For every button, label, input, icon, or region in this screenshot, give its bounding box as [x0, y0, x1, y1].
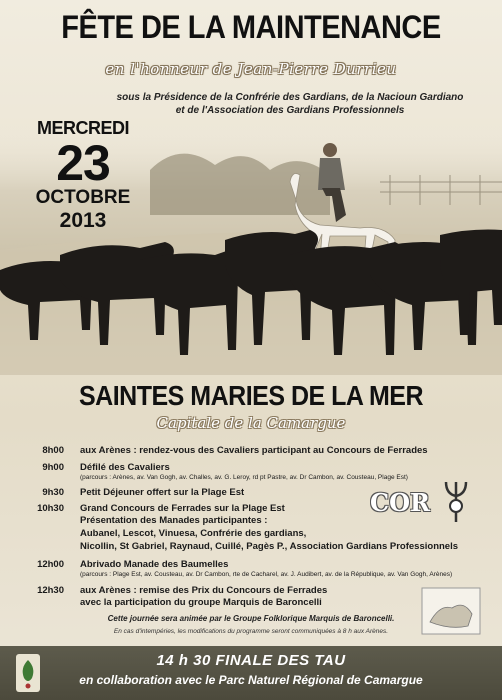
animation-note: Cette journée sera animée par le Groupe Folklorique Marquis de Baroncelli.	[107, 614, 395, 623]
program-text: Aubanel, Lescot, Vinuesa, Confrérie des gardians,	[80, 528, 307, 539]
tree-line	[150, 154, 330, 215]
date-day: MERCREDI	[36, 118, 129, 138]
cor-logo-text: COR	[370, 488, 430, 517]
program-time: 9h00	[42, 462, 64, 473]
program-text: Nicollin, St Gabriel, Raynaud, Cuillé, Pagès P., Association Gardians Professionnels	[80, 541, 459, 552]
program-text: Petit Déjeuner offert sur la Plage Est	[80, 487, 245, 498]
program-text: Présentation des Manades participantes :	[80, 515, 268, 526]
program-time: 12h30	[37, 585, 64, 596]
program-text: aux Arènes : remise des Prix du Concours de Ferrades	[80, 585, 328, 596]
camargue-map-icon	[420, 586, 482, 636]
date-number: 23	[56, 135, 110, 191]
program-text: avec la participation du groupe Marquis de Baroncelli	[80, 597, 322, 608]
program-text: Grand Concours de Ferrades sur la Plage Est	[80, 503, 285, 514]
presidence-text	[90, 91, 490, 117]
poster-subtitle: en l'honneur de Jean-Pierre Durrieu	[105, 60, 397, 78]
program-time: 10h30	[37, 503, 64, 514]
program-text: aux Arènes : rendez-vous des Cavaliers participant au Concours de Ferrades	[80, 445, 428, 456]
venue-name: SAINTES MARIES DE LA MER	[78, 380, 424, 412]
program-text: Défilé des Cavaliers	[80, 462, 170, 473]
program-route: (parcours : Plage Est, av. Cousteau, av. Dr Cambon, rte de Cacharel, av. J. Audibert, av. de la République, av. Van Gogh, Arènes)	[80, 571, 453, 578]
venue-tagline: Capitale de la Camargue	[156, 414, 346, 432]
finale-des-tau: 14 h 30 FINALE DES TAU	[156, 652, 346, 669]
date-month: OCTOBRE	[35, 187, 131, 208]
collaboration-text: en collaboration avec le Parc Naturel Régional de Camargue	[79, 673, 423, 687]
program-route: (parcours : Arènes, av. Van Gogh, av. Challes, av. G. Leroy, rd pt Pastre, av. Dr Cambon, av. Cousteau, Plage Est)	[80, 474, 408, 481]
date-year: 2013	[59, 209, 107, 232]
program-time: 9h30	[42, 487, 64, 498]
presidence-line-2: et de l'Association des Gardians Professionnels	[175, 105, 405, 116]
gardian-trident-icon	[436, 478, 476, 524]
presidence-line-1: sous la Présidence de la Confrérie des Gardians, de la Nacioun Gardiano	[116, 92, 464, 103]
program-time: 8h00	[42, 445, 64, 456]
weather-note: En cas d'intempéries, les modifications du programme seront communiquées à 8 h aux Arènes.	[113, 628, 389, 635]
poster-title: FÊTE DE LA MAINTENANCE	[61, 10, 441, 46]
event-date	[8, 118, 158, 233]
cor-logo	[366, 478, 476, 524]
program-time: 12h00	[37, 559, 64, 570]
program-text: Abrivado Manade des Baumelles	[80, 559, 229, 570]
